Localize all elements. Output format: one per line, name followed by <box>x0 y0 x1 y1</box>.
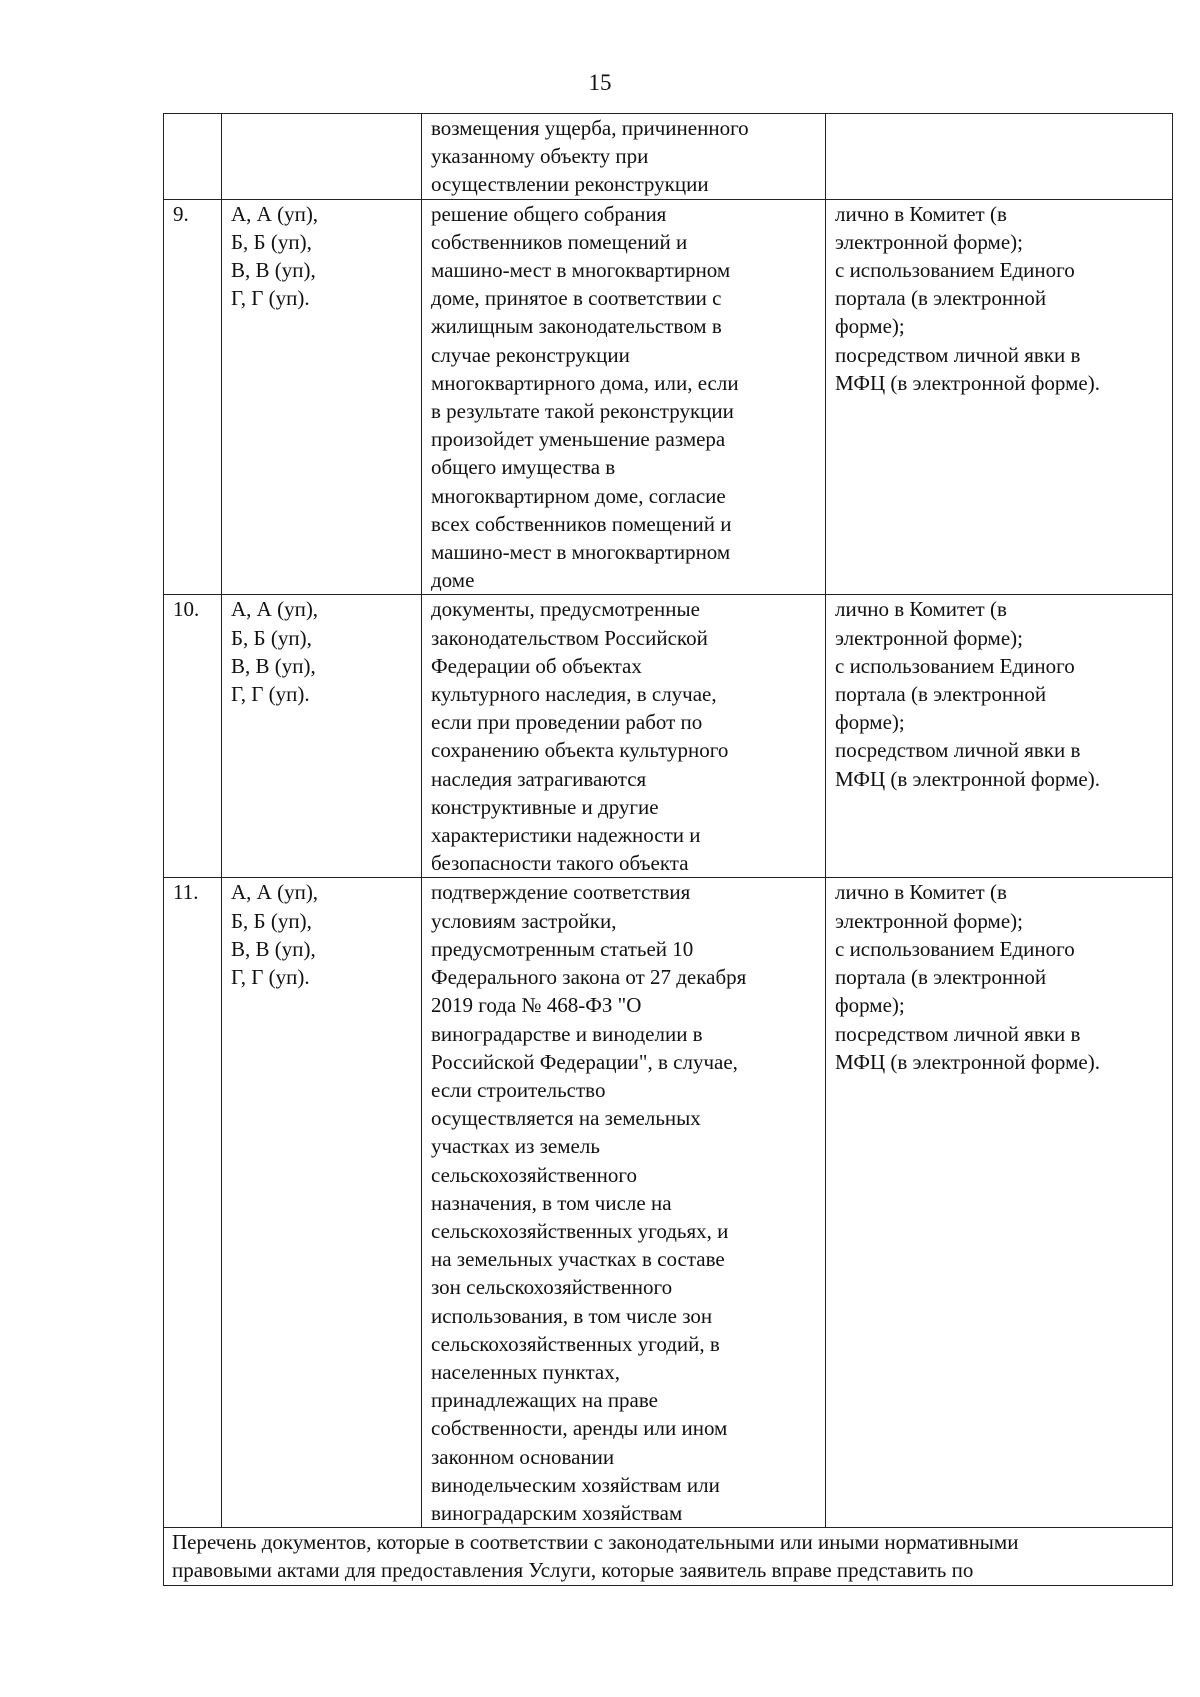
category-line: Б, Б (уп), <box>231 908 312 933</box>
submission-line: с использованием Единого <box>835 936 1075 961</box>
document-line: сельскохозяйственного <box>431 1162 637 1187</box>
submission-line: электронной форме); <box>835 908 1023 933</box>
row-number-cell <box>164 595 222 878</box>
document-line: собственности, аренды или ином <box>431 1416 728 1441</box>
submission-method-cell <box>826 595 1173 878</box>
applicant-category-cell <box>222 878 422 1528</box>
document-line: доме, принятое в соответствии с <box>431 286 722 311</box>
document-line: виноградарстве и виноделии в <box>431 1021 703 1046</box>
document-line: если при проведении работ по <box>431 710 703 735</box>
document-line: собственников помещений и <box>431 229 688 254</box>
submission-line: посредством личной явки в <box>835 738 1081 763</box>
document-line: виноградарским хозяйствам <box>431 1500 683 1525</box>
row-number-cell <box>164 878 222 1528</box>
document-line: принадлежащих на праве <box>431 1388 658 1413</box>
submission-line: посредством личной явки в <box>835 342 1081 367</box>
document-line: случае реконструкции <box>431 342 630 367</box>
category-line: А, А (уп), <box>231 201 319 226</box>
submission-method-cell <box>826 114 1173 200</box>
submission-line: МФЦ (в электронной форме). <box>835 1049 1100 1074</box>
section-heading-line: Перечень документов, которые в соответствии с законодательными или иными нормативными <box>172 1530 1019 1555</box>
document-line: подтверждение соответствия <box>431 880 691 905</box>
category-line: Г, Г (уп). <box>231 286 310 311</box>
submission-line: форме); <box>835 710 905 735</box>
section-heading-cell <box>164 1528 1173 1585</box>
category-line: А, А (уп), <box>231 880 319 905</box>
document-line: условиям застройки, <box>431 908 617 933</box>
submission-line: с использованием Единого <box>835 653 1075 678</box>
submission-line: форме); <box>835 993 905 1018</box>
document-line: населенных пунктах, <box>431 1359 620 1384</box>
category-line: Б, Б (уп), <box>231 625 312 650</box>
submission-line: портала (в электронной <box>835 682 1047 707</box>
document-line: зон сельскохозяйственного <box>431 1275 673 1300</box>
row-number: 11. <box>173 880 199 905</box>
submission-line: электронной форме); <box>835 625 1023 650</box>
document-line: в результате такой реконструкции <box>431 399 734 424</box>
documents-table-body <box>164 114 1173 1586</box>
category-line: В, В (уп), <box>231 258 316 283</box>
document-line: машино-мест в многоквартирном <box>431 540 731 565</box>
submission-line: лично в Комитет (в <box>835 880 1007 905</box>
table-row <box>164 878 1173 1528</box>
submission-line: лично в Комитет (в <box>835 201 1007 226</box>
category-line: Б, Б (уп), <box>231 229 312 254</box>
document-line: возмещения ущерба, причиненного <box>431 116 749 140</box>
table-row <box>164 114 1173 200</box>
submission-line: МФЦ (в электронной форме). <box>835 370 1100 395</box>
applicant-category-cell <box>222 114 422 200</box>
documents-table <box>163 113 1173 1586</box>
submission-line: электронной форме); <box>835 229 1023 254</box>
document-line: безопасности такого объекта <box>431 851 689 876</box>
document-line: культурного наследия, в случае, <box>431 682 717 707</box>
document-line: на земельных участках в составе <box>431 1247 725 1272</box>
row-number-cell <box>164 114 222 200</box>
document-line: многоквартирном доме, согласие <box>431 483 726 508</box>
table-footer-row <box>164 1528 1173 1585</box>
document-line: осуществлении реконструкции <box>431 172 709 197</box>
document-line: использования, в том числе зон <box>431 1303 713 1328</box>
document-line: если строительство <box>431 1077 606 1102</box>
submission-line: форме); <box>835 314 905 339</box>
submission-line: посредством личной явки в <box>835 1021 1081 1046</box>
document-line: Российской Федерации", в случае, <box>431 1049 738 1074</box>
category-line: В, В (уп), <box>231 936 316 961</box>
document-line: законном основании <box>431 1444 615 1469</box>
document-line: осуществляется на земельных <box>431 1106 701 1131</box>
document-line: сельскохозяйственных угодьях, и <box>431 1218 729 1243</box>
document-line: 2019 года № 468-ФЗ "О <box>431 993 642 1018</box>
submission-method-cell <box>826 199 1173 595</box>
document-line: винодельческим хозяйствам или <box>431 1472 720 1497</box>
section-heading-line: правовыми актами для предоставления Услуги, которые заявитель вправе представить по <box>172 1558 974 1583</box>
document-line: наследия затрагиваются <box>431 766 647 791</box>
document-line: произойдет уменьшение размера <box>431 427 726 452</box>
document-line: многоквартирного дома, или, если <box>431 370 739 395</box>
document-line: решение общего собрания <box>431 201 667 226</box>
page-number: 15 <box>588 70 612 95</box>
applicant-category-cell <box>222 595 422 878</box>
submission-line: лично в Комитет (в <box>835 597 1007 622</box>
document-line: машино-мест в многоквартирном <box>431 258 731 283</box>
submission-line: портала (в электронной <box>835 965 1047 990</box>
document-line: общего имущества в <box>431 455 616 480</box>
document-line: сельскохозяйственных угодий, в <box>431 1331 720 1356</box>
document-line: назначения, в том числе на <box>431 1190 672 1215</box>
document-line: Федерации об объектах <box>431 653 642 678</box>
document-line: предусмотренным статьей 10 <box>431 936 694 961</box>
document-line: участках из земель <box>431 1134 600 1159</box>
document-description-cell <box>422 199 826 595</box>
document-line: сохранению объекта культурного <box>431 738 729 763</box>
document-line: указанному объекту при <box>431 144 649 169</box>
category-line: В, В (уп), <box>231 653 316 678</box>
row-number: 9. <box>173 201 189 226</box>
document-line: доме <box>431 568 475 593</box>
table-row <box>164 199 1173 595</box>
category-line: А, А (уп), <box>231 597 319 622</box>
document-line: характеристики надежности и <box>431 823 701 848</box>
row-number-cell <box>164 199 222 595</box>
row-number: 10. <box>173 597 200 622</box>
table-row <box>164 595 1173 878</box>
document-line: Федерального закона от 27 декабря <box>431 965 747 990</box>
submission-method-cell <box>826 878 1173 1528</box>
document-line: всех собственников помещений и <box>431 511 732 536</box>
submission-line: с использованием Единого <box>835 258 1075 283</box>
applicant-category-cell <box>222 199 422 595</box>
document-line: документы, предусмотренные <box>431 597 700 622</box>
document-line: законодательством Российской <box>431 625 708 650</box>
category-line: Г, Г (уп). <box>231 682 310 707</box>
submission-line: портала (в электронной <box>835 286 1047 311</box>
document-description-cell <box>422 595 826 878</box>
document-line: конструктивные и другие <box>431 794 659 819</box>
submission-line: МФЦ (в электронной форме). <box>835 766 1100 791</box>
document-line: жилищным законодательством в <box>431 314 722 339</box>
document-description-cell <box>422 878 826 1528</box>
category-line: Г, Г (уп). <box>231 965 310 990</box>
document-description-cell <box>422 114 826 200</box>
